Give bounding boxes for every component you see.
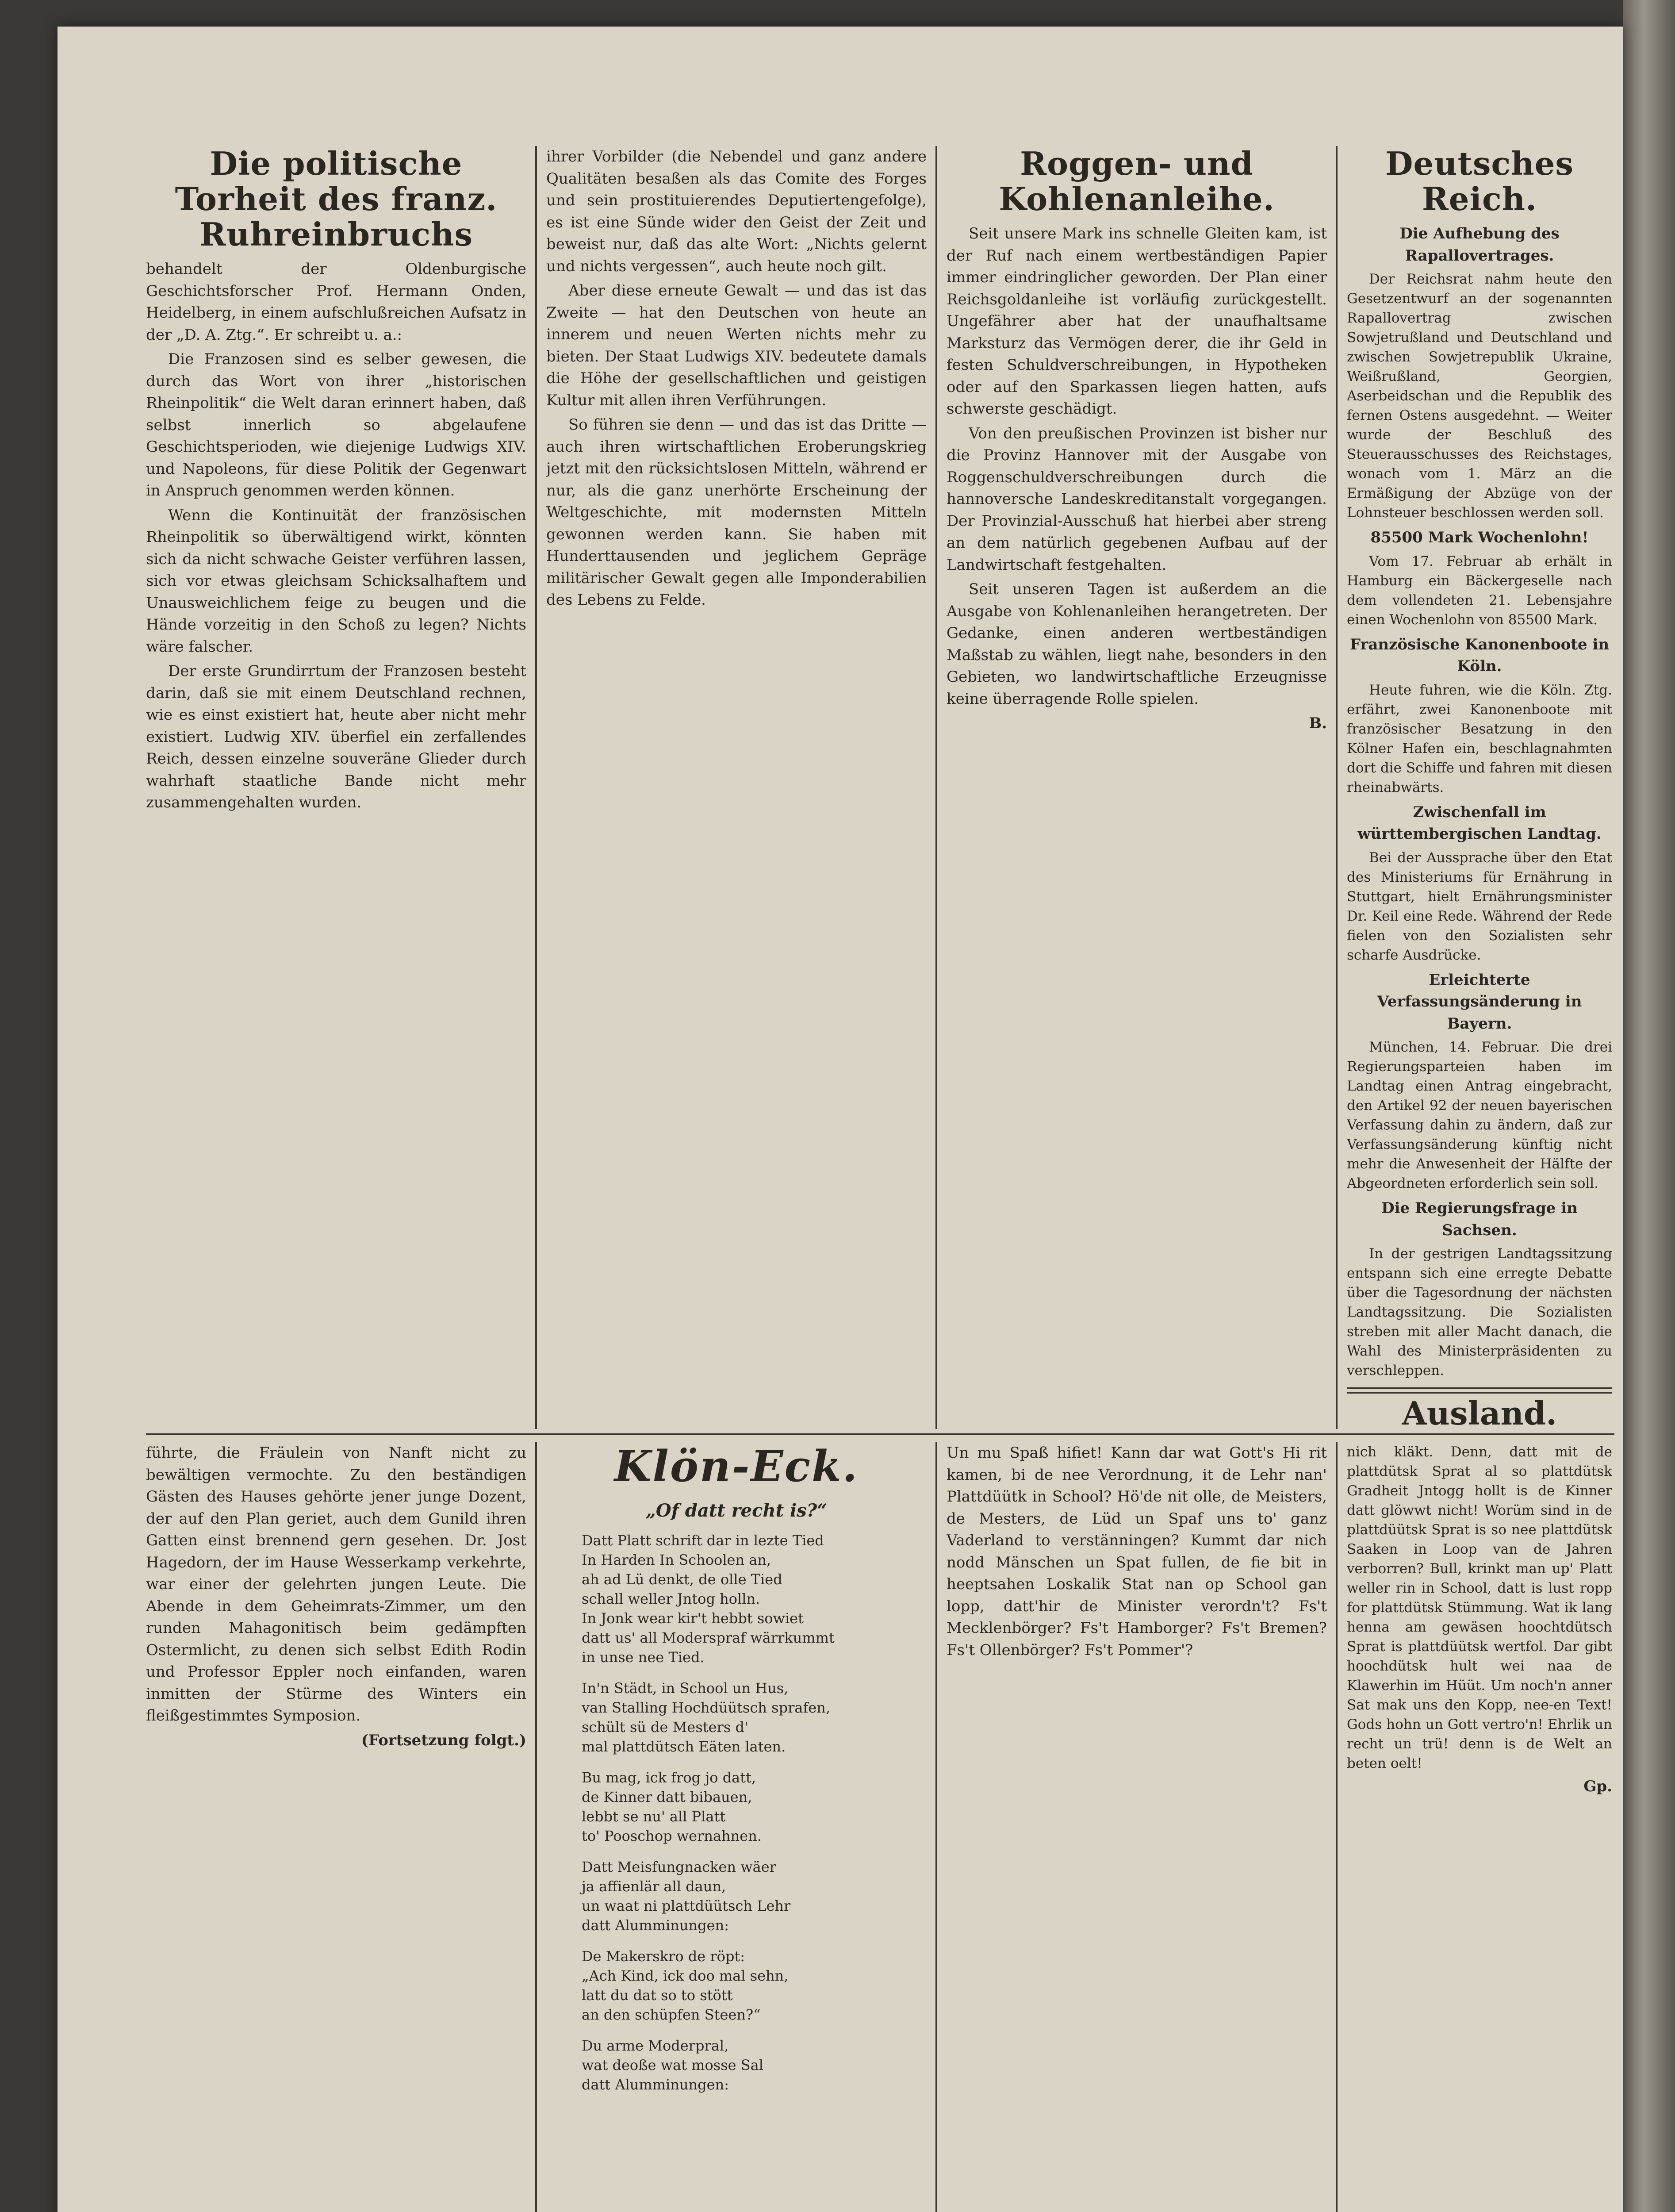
article-vorbild bbox=[546, 146, 927, 1429]
poem-title: „Of datt recht is?“ bbox=[645, 1500, 828, 1521]
reich-item-title: Die Aufhebung des Rapallovertrages. bbox=[1399, 225, 1560, 265]
reich-item-text: Heute fuhren, wie die Köln. Ztg. erfährt, zwei Kanonenboote mit französischer Besatzung in den Kölner Hafen ein, beschlagnahmten dort die Schiffe und fahren mit diesen rheinabwärts. bbox=[1347, 682, 1612, 795]
article-torheit-paragraph: Der erste Grundirrtum der Franzosen besteht darin, daß sie mit einem Deutschland rechnen, wie es einst existiert hat, heute aber nicht mehr existiert. Ludwig XIV. überfiel ein zerfallendes Reich, dessen einzelne souveräne Glieder durch wahrhaft staatliche Bande nicht mehr zusammengehalten wurden. bbox=[146, 662, 526, 811]
article-roggen-paragraph: Von den preußischen Provinzen ist bisher nur die Provinz Hannover mit der Ausgabe von Roggenschuldverschreibungen durch die hannoversche Landeskreditanstalt vorgegangen. Der Provinzial-Ausschuß hat hierbei aber streng an dem natürlich gegebenen Aufbau auf der Landwirtschaft festgehalten. bbox=[947, 424, 1327, 574]
column-rule bbox=[535, 146, 537, 1429]
reich-item-title: Erleichterte Verfassungsänderung in Bayern. bbox=[1377, 971, 1582, 1033]
article-torheit-paragraph: Wenn die Kontinuität der französischen Rheinpolitik so überwältigend wirkt, könnten sich da nicht schwache Geister verführen lassen, sich vor etwas gleichsam Schicksalhaftem und Unausweichlichem feige zu beugen und die Hände vorzeitig in den Schoß zu legen? Nichts wäre falscher. bbox=[146, 506, 526, 656]
reich-item-text: In der gestrigen Landtagssitzung entspann sich eine erregte Debatte über die Tagesordnung der nächsten Landtagssitzung. Die Sozialisten streben mit aller Macht danach, die Wahl des Ministerpräsidenten zu verschleppen. bbox=[1347, 1246, 1612, 1379]
kloen-eck-title: Klön-Eck. bbox=[614, 1442, 859, 1491]
column-rule bbox=[935, 1442, 937, 2212]
poem-stanza: De Makerskro de röpt: „Ach Kind, ick doo mal sehn, latt du dat so to stött an den schüpfen Steen?“ bbox=[582, 1947, 789, 2023]
feuilleton-continuation: (Fortsetzung folgt.) bbox=[361, 1731, 526, 1749]
feuilleton-novel bbox=[146, 1442, 526, 2212]
article-torheit bbox=[146, 146, 526, 1429]
kloen-eck-middle bbox=[947, 1442, 1327, 2212]
kloen-signature: Gp. bbox=[1583, 1778, 1612, 1795]
reich-item-text: Der Reichsrat nahm heute den Gesetzentwurf an der sogenannten Rapallovertrag zwischen Sowjetrußland und Deutschland und zwischen Sowjetrepublik Ukraine, Weißrußland, Georgien, Aserbeidschan und die Republik des fernen Ostens ausgedehnt. — Weiter wurde der Beschluß des Steuerausschusses des Reichstages, wonach vom 1. März an die Ermäßigung der Abzüge von der Lohnsteuer beschlossen werden soll. bbox=[1347, 271, 1612, 521]
column-rule bbox=[935, 146, 937, 1429]
article-vorbild-paragraph: So führen sie denn — und das ist das Dritte — auch ihren wirtschaftlichen Eroberungskrieg jetzt mit den rücksichtslosen Mitteln, während er nur, als die ganz unerhörte Erscheinung der Weltgeschichte, mit modernsten Mitteln gewonnen werden kann. Sie haben mit Hunderttausenden und jeglichem Gepräge militärischer Gewalt gegen alle Imponderabilien des Lebens zu Felde. bbox=[546, 416, 927, 609]
article-torheit-headline: Die politische Torheit des franz. Ruhreinbruchs bbox=[175, 146, 498, 253]
reich-item-text: Bei der Aussprache über den Etat des Ministeriums für Ernährung in Stuttgart, hielt Ernährungsminister Dr. Keil eine Rede. Während der Rede fielen von den Sozialisten sehr scharfe Ausdrücke. bbox=[1347, 849, 1612, 963]
poem-stanza: Bu mag, ick frog jo datt, de Kinner datt bibauen, lebbt se nu' all Platt to' Pooschop wernahnen. bbox=[582, 1769, 762, 1844]
poem-stanza: Datt Meisfungnacken wäer ja affienlär all daun, un waat ni plattdüütsch Lehr datt Alumminungen: bbox=[582, 1858, 791, 1934]
poem-stanza: In'n Städt, in School un Hus, van Stalling Hochdüütsch sprafen, schült sü de Mesters d' mal plattdütsch Eäten laten. bbox=[582, 1679, 830, 1755]
feuilleton-text: führte, die Fräulein von Nanft nicht zu bewältigen vermochte. Zu den beständigen Gästen des Hauses gehörte jener junge Dozent, der auf den Plan geriet, auch dem Gunild ihren Gatten einst brennend gern gesehen. Dr. Jost Hagedorn, der im Hause Wesserkamp verkehrte, war einer der gelehrten jungen Leute. Die Abende in dem Geheimrats-Zimmer, um den runden Mahagonitisch beim gedämpften Ostermlicht, zu denen sich selbst Edith Rodin und Professor Eppler noch einfanden, waren inmitten der Stürme des Winters ein fleißgestimmtes Symposion. bbox=[146, 1444, 526, 1724]
article-roggen bbox=[947, 146, 1327, 1429]
poem-stanza: Datt Platt schrift dar in lezte Tied In Harden In Schoolen an, ah ad Lü denkt, de olle Tied schall weller Jntog holln. In Jonk wear kir't hebbt sowiet datt us' all Moderspraf wärrkummt in unse nee Tied. bbox=[582, 1532, 835, 1666]
kloen-middle-text: Un mu Spaß hifiet! Kann dar wat Gott's Hi rit kamen, bi de nee Verordnung, it de Lehr nan' Plattdüütk in School? Hö'de nit olle, de Meisters, de Mesters, de Lüd un Spaf uns to' ganz Vaderland to verstänningen? Kummt dar nich nodd Mänschen un Spat fullen, de fie bit in heeptsahen Loskalik Stat nan op School gan lopp, datt'hir de Minister verordn't? Fs't Mecklenbörger? Fs't Hamborger? Fs't Bremen? Fs't Ollenbörger? Fs't Pommer'? bbox=[947, 1444, 1327, 1659]
book-binding bbox=[1623, 0, 1675, 2212]
article-roggen-paragraph: Seit unsere Mark ins schnelle Gleiten kam, ist der Ruf nach einem wertbeständigen Papier immer eindringlicher geworden. Der Plan einer Reichsgoldanleihe ist vorläufig zurückgestellt. Ungefährer aber hat der unaufhaltsame Marksturz das Vermögen derer, die ihr Geld in festen Schuldverschreibungen, in Hypotheken oder auf den Sparkassen liegen hatten, aufs schwerste geschädigt. bbox=[947, 225, 1327, 418]
section-divider bbox=[1347, 1387, 1612, 1394]
kloen-eck-poem bbox=[546, 1442, 927, 2212]
poem-stanza: Du arme Moderpral, wat deoße wat mosse Sal datt Alumminungen: bbox=[582, 2037, 763, 2093]
article-torheit-paragraph: Die Franzosen sind es selber gewesen, die durch das Wort von ihrer „historischen Rheinpolitik“ die Welt daran erinnert haben, daß selbst innerlich so abgelaufene Geschichtsperioden, wie diejenige Ludwigs XIV. und Napoleons, für diese Politik der Gegenwart in Anspruch genommen werden können. bbox=[146, 350, 526, 499]
article-roggen-headline: Roggen- und Kohlenanleihe. bbox=[999, 146, 1275, 218]
column-rule bbox=[1336, 1442, 1338, 2212]
column-rule bbox=[1336, 146, 1338, 1429]
reich-item-title: Zwischenfall im württembergischen Landtag. bbox=[1357, 803, 1602, 843]
column-rule bbox=[535, 1442, 537, 2212]
article-roggen-paragraph: Seit unseren Tagen ist außerdem an die Ausgabe von Kohlenanleihen herangetreten. Der Gedanke, einen anderen wertbeständigen Maßstab zu wählen, liegt nahe, besonders in den Gebieten, wo landwirtschaftliche Erzeugnisse keine überragende Rolle spielen. bbox=[947, 580, 1327, 708]
kloen-eck-right bbox=[1347, 1442, 1612, 2212]
poem-body bbox=[582, 1531, 927, 2094]
kloen-right-text: nich kläkt. Denn, datt mit de plattdütsk Sprat al so plattdütsk Gradheit Jntogg hollt is de Kinner datt glöwwt nicht! Worüm sind in de plattdüütsk Sprat is so nee plattdütsk Saaken in Loop van de Jahren verborren? Bull, krinkt man up' Platt weller rin in School, datt is lust ropp for plattdütsk Stümmung. Wat ik lang henna am gewäsen hoochtdütsch Sprat is plattdüütsk wertfol. Dar gibt hoochdütsk hult wei naa de Klawerhin im Hüüt. Um noch'n anner Sat mak uns den Kopp, nee-en Text! Gods hohn un Gott vertro'n! Ehrlik un recht un trü! denn is de Welt an beten oelt! bbox=[1347, 1444, 1612, 1771]
article-vorbild-paragraph: Aber diese erneute Gewalt — und das ist das Zweite — hat den Deutschen von heute an innerem und neuen Werten nichts mehr zu bieten. Der Staat Ludwigs XIV. bedeutete damals die Höhe der gesellschaftlichen und geistigen Kultur mit allen ihren Verführungen. bbox=[546, 282, 927, 409]
ausland-headline: Ausland. bbox=[1402, 1394, 1557, 1429]
reich-item-title: Französische Kanonenboote in Köln. bbox=[1349, 635, 1610, 675]
feuilleton-rule bbox=[146, 1433, 1614, 1435]
reich-headline: Deutsches Reich. bbox=[1385, 146, 1574, 218]
reich-item-title: Die Regierungsfrage in Sachsen. bbox=[1381, 1199, 1578, 1239]
article-roggen-signature: B. bbox=[1309, 714, 1327, 732]
reich-item-text: München, 14. Februar. Die drei Regierungsparteien haben im Landtag einen Antrag eingebracht, den Artikel 92 der neuen bayerischen Verfassung dahin zu ändern, daß zur Verfassungsänderung künftig nicht mehr die Anwesenheit der Hälfte der Abgeordneten erforderlich sein soll. bbox=[1347, 1039, 1612, 1191]
section-deutsches-reich bbox=[1347, 146, 1612, 1429]
reich-item-title: 85500 Mark Wochenlohn! bbox=[1370, 529, 1589, 546]
newspaper-page bbox=[57, 27, 1623, 2212]
article-vorbild-paragraph: ihrer Vorbilder (die Nebendel und ganz andere Qualitäten besaßen als das Comite des Forges und sein prostituierendes Deputiertengefolge), es ist eine Sünde wider den Geist der Zeit und beweist nur, daß das alte Wort: „Nichts gelernt und nichts vergessen“, auch heute noch gilt. bbox=[546, 148, 927, 275]
reich-item-text: Vom 17. Februar ab erhält in Hamburg ein Bäckergeselle nach dem vollendeten 21. Lebensjahre einen Wochenlohn von 85500 Mark. bbox=[1347, 553, 1612, 628]
article-torheit-intro: behandelt der Oldenburgische Geschichtsforscher Prof. Hermann Onden, Heidelberg, in einem aufschlußreichen Aufsatz in der „D. A. Ztg.“. Er schreibt u. a.: bbox=[146, 260, 526, 344]
